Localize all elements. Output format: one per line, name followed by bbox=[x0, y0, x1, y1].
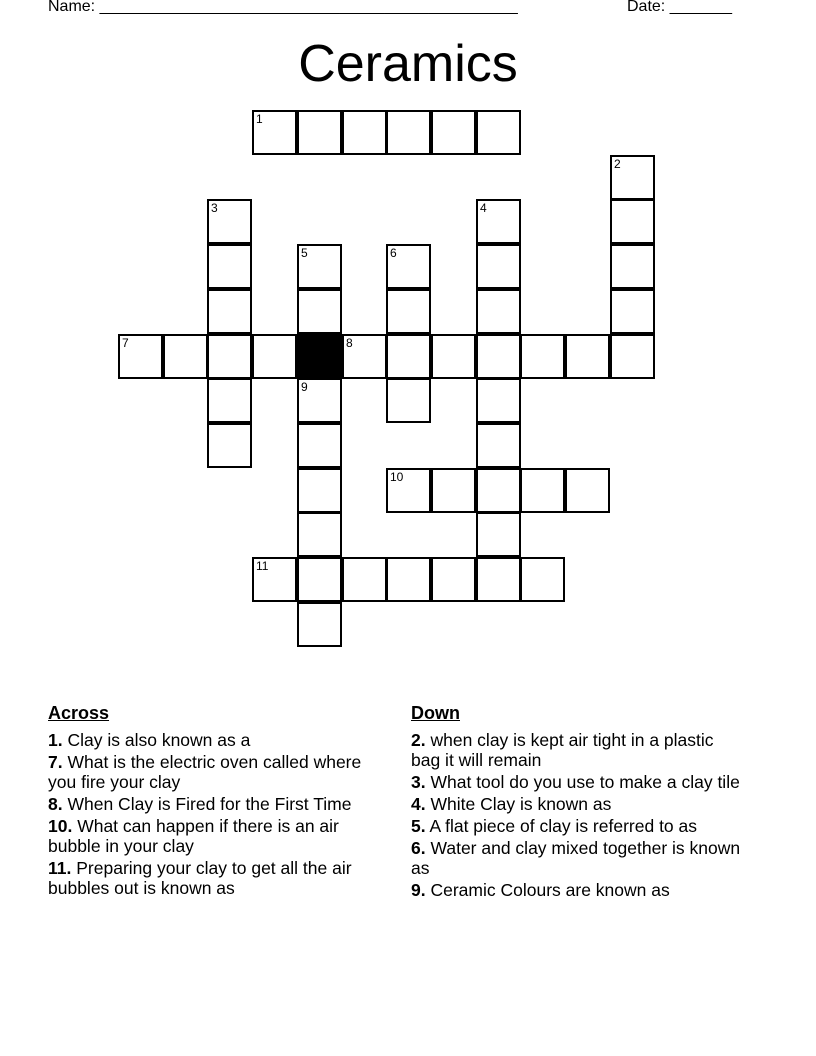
clue-number-label: 8 bbox=[346, 336, 353, 350]
clue-across-10 bbox=[48, 816, 388, 856]
clue-number: 11. bbox=[48, 858, 72, 878]
clue-across-1 bbox=[48, 730, 388, 750]
crossword-cell[interactable] bbox=[207, 289, 252, 334]
clue-number-label: 4 bbox=[480, 201, 487, 215]
clue-number: 6. bbox=[411, 838, 426, 858]
crossword-cell[interactable] bbox=[207, 423, 252, 468]
crossword-cell[interactable] bbox=[386, 468, 431, 513]
clue-number: 9. bbox=[411, 880, 426, 900]
across-heading: Across bbox=[48, 703, 110, 723]
crossword-cell[interactable] bbox=[565, 334, 610, 379]
crossword-cell[interactable] bbox=[476, 378, 521, 423]
clue-down-6 bbox=[411, 838, 741, 878]
crossword-cell[interactable] bbox=[386, 289, 431, 334]
clue-number-label: 3 bbox=[211, 201, 218, 215]
clue-text: Preparing your clay to get all the air bubbles out is known as bbox=[48, 858, 352, 898]
date-field[interactable]: Date: _______ bbox=[627, 0, 732, 15]
down-clues bbox=[411, 702, 741, 902]
crossword-cell[interactable] bbox=[520, 557, 565, 602]
crossword-cell[interactable] bbox=[476, 289, 521, 334]
crossword-cell[interactable] bbox=[342, 110, 387, 155]
clue-number-label: 10 bbox=[390, 470, 404, 484]
crossword-cell[interactable] bbox=[207, 334, 252, 379]
clue-across-8 bbox=[48, 794, 388, 814]
clue-text: Clay is also known as a bbox=[67, 730, 251, 750]
clue-number: 10. bbox=[48, 816, 73, 836]
clue-number: 1. bbox=[48, 730, 63, 750]
crossword-cell[interactable] bbox=[386, 334, 431, 379]
across-clues bbox=[48, 702, 388, 900]
crossword-cell[interactable] bbox=[297, 602, 342, 647]
clue-text: Ceramic Colours are known as bbox=[430, 880, 670, 900]
crossword-cell[interactable] bbox=[565, 468, 610, 513]
clue-number: 5. bbox=[411, 816, 426, 836]
crossword-cell[interactable] bbox=[163, 334, 208, 379]
clue-number: 2. bbox=[411, 730, 426, 750]
crossword-cell[interactable] bbox=[386, 557, 431, 602]
crossword-cell[interactable] bbox=[476, 423, 521, 468]
clue-text: When Clay is Fired for the First Time bbox=[67, 794, 352, 814]
crossword-cell[interactable] bbox=[207, 378, 252, 423]
crossword-cell[interactable] bbox=[297, 110, 342, 155]
clue-across-7 bbox=[48, 752, 388, 792]
black-cell bbox=[297, 334, 342, 379]
clue-number-label: 11 bbox=[256, 559, 269, 573]
crossword-cell[interactable] bbox=[610, 199, 655, 244]
page-title: Ceramics bbox=[298, 35, 518, 93]
crossword-cell[interactable] bbox=[386, 110, 431, 155]
crossword-cell[interactable] bbox=[252, 557, 297, 602]
crossword-cell[interactable] bbox=[297, 512, 342, 557]
crossword-cell[interactable] bbox=[386, 378, 431, 423]
clue-down-3 bbox=[411, 772, 741, 792]
clue-number-label: 9 bbox=[301, 380, 308, 394]
clue-text: White Clay is known as bbox=[430, 794, 612, 814]
clue-text: A flat piece of clay is referred to as bbox=[429, 816, 698, 836]
crossword-cell[interactable] bbox=[431, 468, 476, 513]
crossword-cell[interactable] bbox=[297, 557, 342, 602]
crossword-cell[interactable] bbox=[610, 334, 655, 379]
clue-number-label: 7 bbox=[122, 336, 129, 350]
crossword-cell[interactable] bbox=[118, 334, 163, 379]
crossword-cell[interactable] bbox=[207, 199, 252, 244]
crossword-cell[interactable] bbox=[431, 334, 476, 379]
crossword-cell[interactable] bbox=[476, 199, 521, 244]
clue-text: What can happen if there is an air bubble in your clay bbox=[48, 816, 339, 856]
clue-number: 8. bbox=[48, 794, 63, 814]
crossword-cell[interactable] bbox=[610, 289, 655, 334]
crossword-cell[interactable] bbox=[476, 557, 521, 602]
clue-number: 4. bbox=[411, 794, 426, 814]
crossword-cell[interactable] bbox=[476, 110, 521, 155]
crossword-cell[interactable] bbox=[342, 557, 387, 602]
clue-text: What is the electric oven called where you fire your clay bbox=[48, 752, 362, 792]
crossword-cell[interactable] bbox=[252, 110, 297, 155]
clue-number-label: 6 bbox=[390, 246, 397, 260]
crossword-cell[interactable] bbox=[520, 468, 565, 513]
crossword-cell[interactable] bbox=[297, 423, 342, 468]
clue-number: 7. bbox=[48, 752, 63, 772]
clue-number: 3. bbox=[411, 772, 426, 792]
crossword-cell[interactable] bbox=[476, 244, 521, 289]
clue-down-4 bbox=[411, 794, 741, 814]
crossword-cell[interactable] bbox=[297, 378, 342, 423]
clue-number-label: 1 bbox=[256, 112, 263, 126]
crossword-cell[interactable] bbox=[297, 244, 342, 289]
name-field[interactable]: Name: _______________________________________________ bbox=[48, 0, 518, 15]
crossword-cell[interactable] bbox=[610, 155, 655, 200]
crossword-cell[interactable] bbox=[207, 244, 252, 289]
clue-number-label: 5 bbox=[301, 246, 308, 260]
crossword-cell[interactable] bbox=[431, 110, 476, 155]
crossword-cell[interactable] bbox=[476, 468, 521, 513]
crossword-cell[interactable] bbox=[431, 557, 476, 602]
crossword-cell[interactable] bbox=[476, 512, 521, 557]
clue-across-11 bbox=[48, 858, 388, 898]
crossword-cell[interactable] bbox=[520, 334, 565, 379]
clue-text: Water and clay mixed together is known as bbox=[411, 838, 741, 878]
clue-number-label: 2 bbox=[614, 157, 621, 171]
crossword-cell[interactable] bbox=[252, 334, 297, 379]
clue-down-5 bbox=[411, 816, 741, 836]
crossword-cell[interactable] bbox=[386, 244, 431, 289]
clue-down-2 bbox=[411, 730, 741, 770]
crossword-cell[interactable] bbox=[610, 244, 655, 289]
clue-down-9 bbox=[411, 880, 741, 900]
down-heading: Down bbox=[411, 703, 460, 723]
crossword-cell[interactable] bbox=[476, 334, 521, 379]
crossword-cell[interactable] bbox=[297, 468, 342, 513]
crossword-cell[interactable] bbox=[342, 334, 387, 379]
crossword-cell[interactable] bbox=[297, 289, 342, 334]
clue-text: when clay is kept air tight in a plastic bag it will remain bbox=[411, 730, 714, 770]
clue-text: What tool do you use to make a clay tile bbox=[430, 772, 740, 792]
